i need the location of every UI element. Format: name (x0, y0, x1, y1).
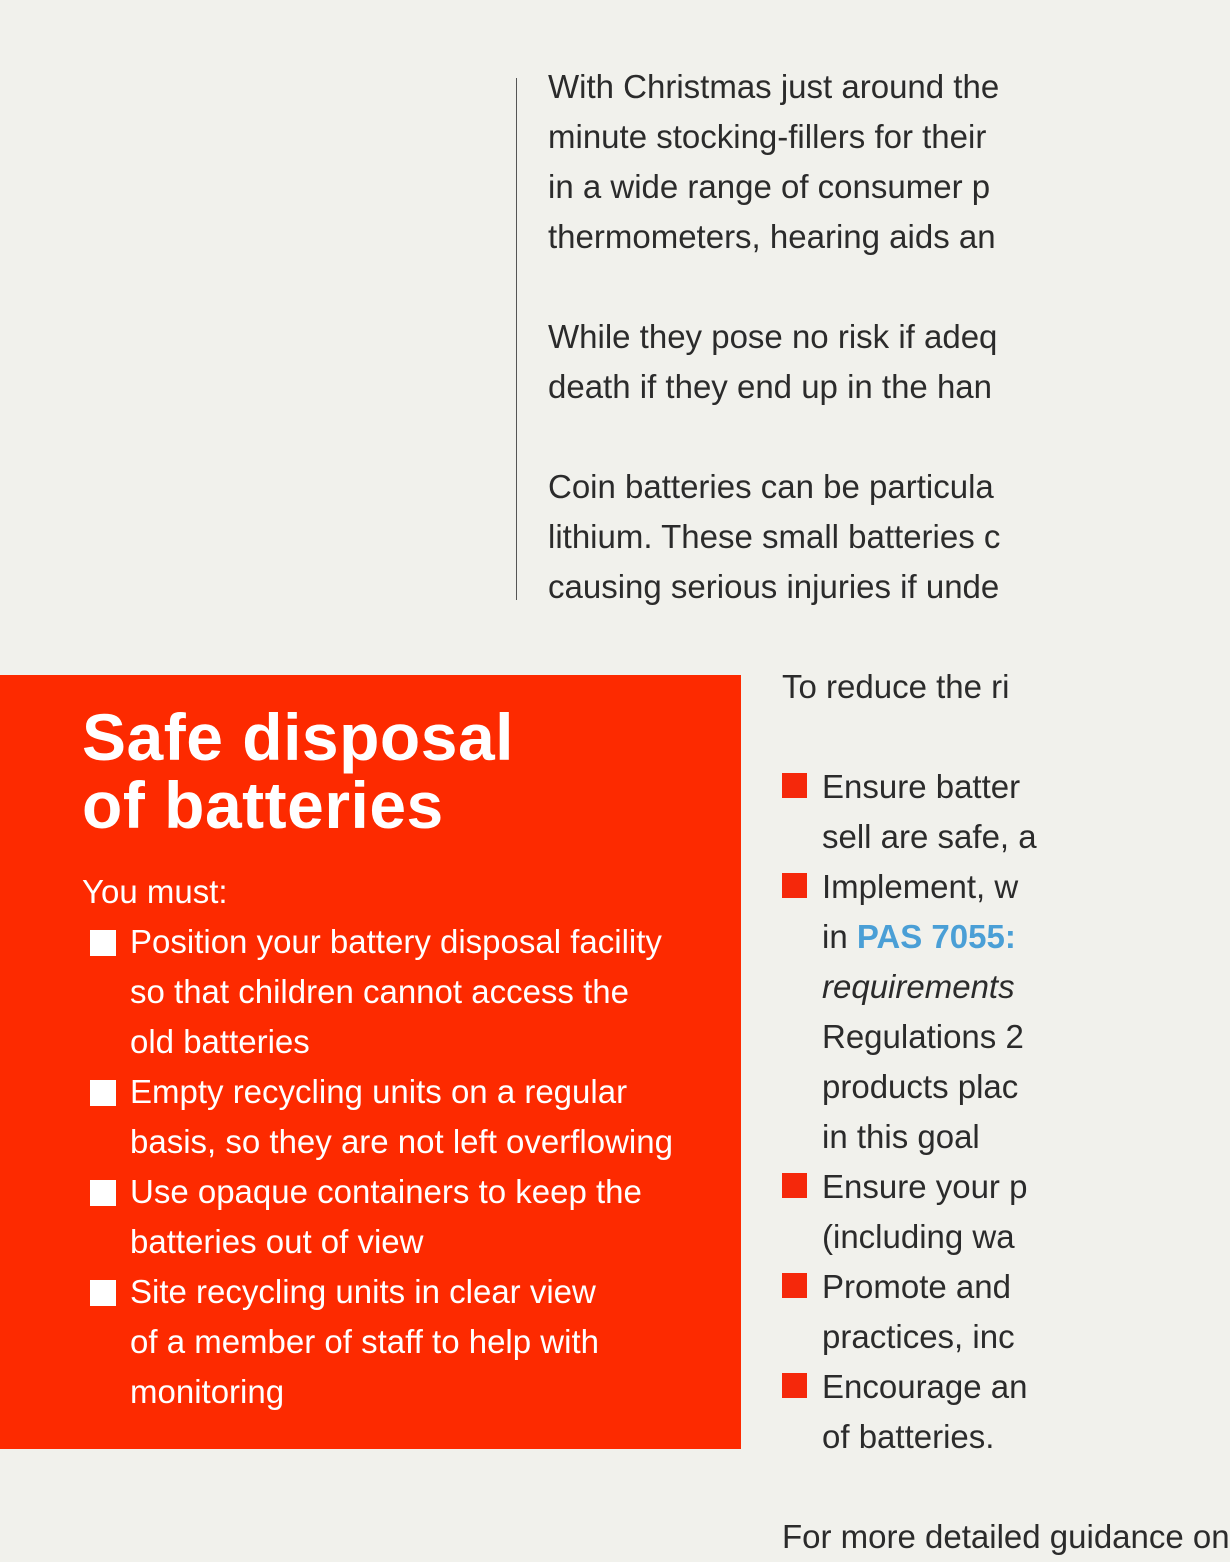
pas-7055-link[interactable]: PAS 7055: (856, 918, 1016, 955)
panel-title: Safe disposal of batteries (82, 700, 514, 842)
list-item: Encourage an of batteries. (782, 1362, 1024, 1462)
risk-reduction-column (782, 662, 1230, 1555)
list-item: Empty recycling units on a regular basis, so they are not left overflowing (90, 1067, 720, 1167)
square-bullet-icon (782, 773, 807, 798)
panel-intro: You must: (82, 873, 228, 910)
intro-text (548, 62, 1024, 662)
safe-disposal-panel (0, 675, 741, 1449)
guidance-footer-text: For more detailed guidance on (782, 1518, 1230, 1555)
square-bullet-icon (782, 1273, 807, 1298)
intro-paragraph-1: With Christmas just around the minute stocking-fillers for their in a wide range of consumer p thermometers, hearing aids an (548, 68, 1000, 255)
list-item: Use opaque containers to keep the batteries out of view (90, 1167, 720, 1267)
square-bullet-icon (90, 930, 116, 956)
list-item: Implement, w in PAS 7055: requirements Regulations 2 products plac in this goal (782, 862, 1024, 1162)
square-bullet-icon (782, 873, 807, 898)
square-bullet-icon (782, 1173, 807, 1198)
square-bullet-icon (90, 1180, 116, 1206)
disposal-list (90, 917, 720, 1417)
list-item: Ensure your p (including wa (782, 1162, 1024, 1262)
risk-lead-text: To reduce the ri (782, 668, 1010, 705)
list-item: Ensure batter sell are safe, a (782, 762, 1024, 862)
list-item: Promote and practices, inc (782, 1262, 1024, 1362)
intro-paragraph-2: While they pose no risk if adeq death if they end up in the han (548, 318, 998, 405)
vertical-divider (516, 78, 517, 600)
list-item: Site recycling units in clear view of a member of staff to help with monitoring (90, 1267, 720, 1417)
list-item: Position your battery disposal facility so that children cannot access the old batteries (90, 917, 720, 1067)
intro-paragraph-3: Coin batteries can be particula lithium. These small batteries c causing serious injuries if unde (548, 468, 1001, 605)
square-bullet-icon (90, 1280, 116, 1306)
risk-reduction-list (782, 762, 1037, 1462)
square-bullet-icon (782, 1373, 807, 1398)
square-bullet-icon (90, 1080, 116, 1106)
